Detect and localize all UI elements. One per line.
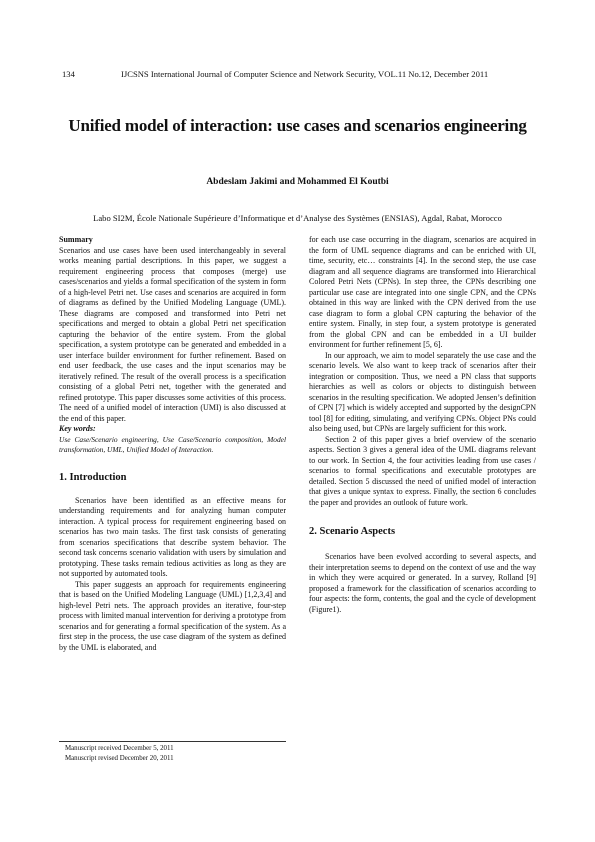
section-1-heading: 1. Introduction xyxy=(59,471,127,483)
intro-paragraph-2: This paper suggests an approach for requirements engineering that is based on the Unified Modeling Language (UML) [1,2,3,4] and high-level Petri nets. The approach provides an iterative, four-step process with limited manual intervention for deriving a prototype from scenarios and for generating a formal specification of the system. As a first step in the process, the use case diagram of the system as defined by the UML is elaborated, and xyxy=(59,579,286,652)
summary-text: Scenarios and use cases have been used interchangeably in several works meaning partial descriptions. In this paper, we suggest a requirement engineering process that composes (merge) use cases/scenarios and yields a formal specification of the system in form of a high-level Petri net. Use cases and scenarios are acquired in form of diagrams as defined by the Unified Modeling Language (UML). These diagrams are composed and transformed into Petri net specifications and merged to obtain a global Petri net specification capturing the behavior of the entire system. From the global specification, a system prototype can be generated and embedded in a user interface builder environment for further refinement. Based on end user feedback, the use cases and the input scenarios may be iteratively refined. The result of the overall process is a specification consisting of a global Petri net, together with the generated and refined prototype. This paper discusses some activities of this process. The need of a unified model of interaction (UMI) is also discussed at the end of this paper. xyxy=(59,245,286,423)
journal-title: IJCSNS International Journal of Computer Science and Network Security, VOL.11 No.12, December 2011 xyxy=(121,69,489,79)
paper-authors: Abdeslam Jakimi and Mohammed El Koutbi xyxy=(206,177,389,187)
scenario-aspects-paragraph: Scenarios have been evolved according to several aspects, and their interpretation seems to depend on the context of use and the way in which they were acquired or generated. In a survey, Rolland [9] proposed a framework for the classification of scenarios according to four aspects: the form, contents, the goal and the cycle of development (Figure1). xyxy=(309,552,536,614)
keywords-text: Use Case/Scenario engineering, Use Case/Scenario composition, Model transformation, UML, Unified Model of Interaction. xyxy=(59,434,286,454)
manuscript-received: Manuscript received December 5, 2011 xyxy=(65,745,174,752)
footnote-rule xyxy=(59,741,286,742)
manuscript-revised: Manuscript revised December 20, 2011 xyxy=(65,754,174,762)
right-paragraph-2: In our approach, we aim to model separately the use case and the scenario levels. We also want to keep track of scenarios after their integration or composition. Thus, we need a PN class that supports hierarchies as well as colors or objects to distinguish between scenarios in the resulting specification. We adopted Jensen’s definition of CPN [7] which is widely accepted and supported by the designCPN tool [8] for editing, simulating, and verifying CPNs. Object PNs could also being used, but CPNs are largely sufficient for this work. xyxy=(309,350,536,433)
author-affiliation: Labo SI2M, École Nationale Supérieure d’Informatique et d’Analyse des Systèmes (ENSIAS), Agdal, Rabat, Morocco xyxy=(93,213,502,223)
running-header xyxy=(62,69,542,83)
right-paragraph-3: Section 2 of this paper gives a brief overview of the scenario aspects. Section 3 gives a general idea of the UML diagrams relevant to our work. In Section 4, the four activities leading from use cases / scenarios to formal specifications and executable prototypes are detailed. Section 5 discussed the need of unified model of interaction that gives a unique syntax to express. Finally, the section 6 concludes the paper and provides an outlook of future work. xyxy=(309,434,536,507)
left-column xyxy=(59,235,286,653)
footnotes xyxy=(65,744,174,763)
page-number: 134 xyxy=(62,69,75,79)
right-column xyxy=(309,235,536,615)
summary-heading: Summary xyxy=(59,235,93,244)
section-2-heading: 2. Scenario Aspects xyxy=(309,526,396,537)
keywords-heading: Key words: xyxy=(59,424,96,433)
right-paragraph-1: for each use case occurring in the diagram, scenarios are acquired in the form of UML sequence diagrams and can be enriched with UI, time, security, etc… constraints [4]. In the second step, the use case diagram and all sequence diagrams are transformed into Hierarchical Colored Petri Nets (CPNs). In step three, the CPNs describing one particular use case are integrated into one single CPN, and the CPNs obtained in this way are linked with the CPN derived from the use case diagram to form a global CPN capturing the behavior of the entire system. Finally, in step four, a system prototype is generated from the global CPN and can be embedded in a UI builder environment for further refinement [5, 6]. xyxy=(309,235,536,349)
paper-title: Unified model of interaction: use cases and scenarios engineering xyxy=(68,116,527,135)
intro-paragraph-1: Scenarios have been identified as an effective means for understanding requirements and for analyzing human computer interaction. A typical process for requirement engineering based on scenarios has two main tasks. The first task consists of generating from scenarios specifications that describe system behavior. The second task concerns scenario validation with users by simulation and prototyping. These tasks remain tedious activities as long as they are not supported by automated tools. xyxy=(59,495,286,578)
